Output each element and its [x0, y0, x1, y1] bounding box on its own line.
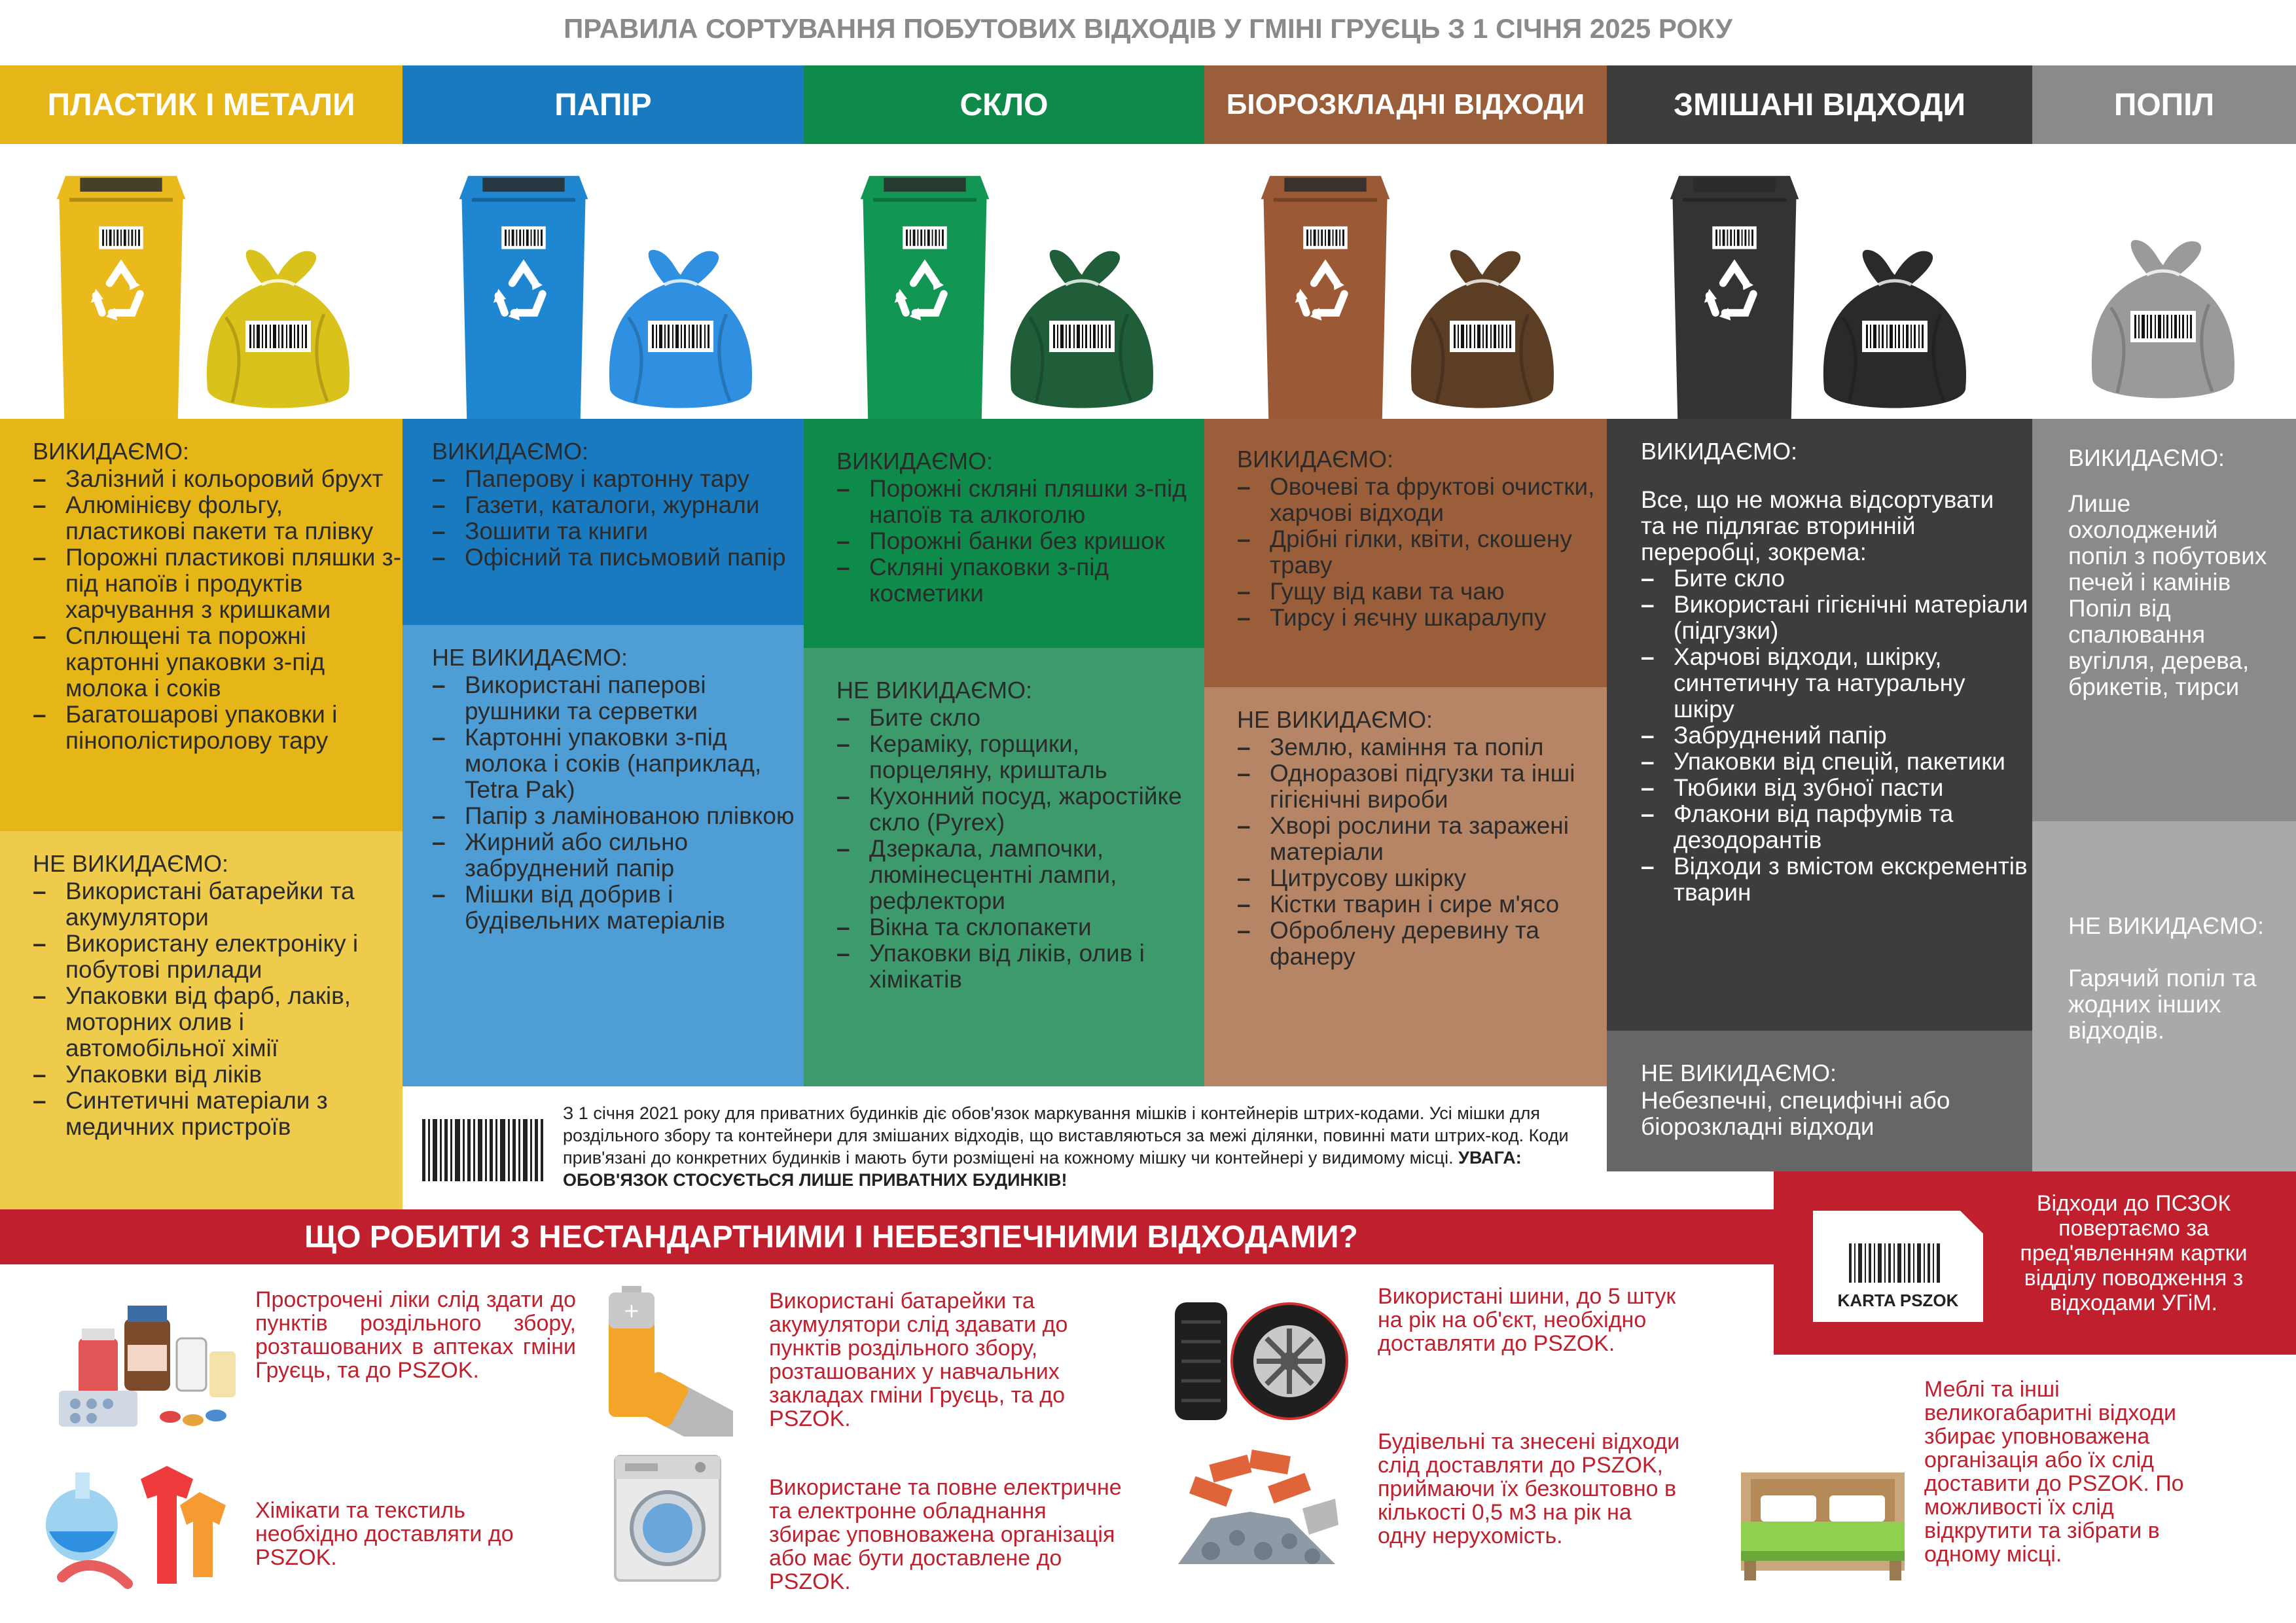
list-item: – Овочеві та фруктові очистки, харчові відходи [1237, 474, 1607, 526]
list-item: – Тюбики від зубної пасти [1641, 775, 2032, 801]
tires-text: Використані шини, до 5 штук на рік на об'єкт, необхідно доставляти до PSZOK. [1378, 1284, 1676, 1356]
list-item: – Порожні скляні пляшки з-під напоїв та алкоголю [836, 476, 1204, 528]
paper-accept-panel [403, 419, 804, 625]
list-item: – Синтетичні матеріали з медичних пристроїв [33, 1088, 403, 1140]
trash-bag-icon [1404, 239, 1561, 422]
list-item: – Офісний та письмовий папір [432, 544, 804, 571]
accept-text: Лише охолоджений попіл з побутових печей і камінів Попіл від спалювання вугілля, дерева, брикетів, тирси [2068, 490, 2267, 700]
list-item: – Використану електроніку і побутові прилади [33, 931, 403, 983]
reject-title: НЕ ВИКИДАЄМО: [1237, 706, 1433, 733]
glass-reject-panel [804, 648, 1204, 1086]
list-item: – Кухонний посуд, жаростійке скло (Pyrex) [836, 783, 1204, 836]
reject-title: НЕ ВИКИДАЄМО: [33, 850, 229, 877]
medicines-text: Прострочені ліки слід здати до пунктів роздільного збору, розташованих в аптеках гміни Груєць, та до PSZOK. [255, 1287, 576, 1383]
barcode-note-warning: УВАГА: ОБОВ'ЯЗОК СТОСУЄТЬСЯ ЛИШЕ ПРИВАТНИХ БУДИНКІВ! [563, 1148, 1522, 1190]
list-item: – Папір з ламінованою плівкою [432, 803, 804, 829]
construction-text: Будівельні та знесені відходи слід доставляти до PSZOK, приймаючи їх безкоштовно в кількості 0,5 м3 на рік на одну нерухомість. [1378, 1429, 1680, 1548]
svg-text:+: + [623, 1300, 640, 1323]
list-item: – Використані гігієнічні матеріали (підгузки) [1641, 592, 2032, 644]
list-item: – Харчові відходи, шкірку, синтетичну та натуральну шкіру [1641, 644, 2032, 722]
glass-accept-panel [804, 419, 1204, 648]
accept-title: ВИКИДАЄМО: [1237, 446, 1393, 473]
trash-bag-icon [2085, 229, 2242, 412]
list-item: – Мішки від добрив і будівельних матеріалів [432, 882, 804, 934]
accept-title: ВИКИДАЄМО: [432, 438, 588, 465]
furniture-text: Меблі та інші великогабаритні відходи збирає уповноважена організація або їх слід доставити до PSZOK. По можливості їх слід відкрутити та зібрати в одному місці. [1924, 1377, 2184, 1567]
list-item: – Сплющені та порожні картонні упаковки з-під молока і соків [33, 623, 403, 702]
reject-title: НЕ ВИКИДАЄМО: [2068, 912, 2265, 939]
trash-bag-icon [602, 239, 759, 422]
card-icon [1813, 1211, 1983, 1322]
trash-bin-icon [1253, 154, 1397, 419]
accept-title: ВИКИДАЄМО: [33, 438, 189, 465]
medicine-icon [52, 1293, 249, 1436]
icons-glass [804, 144, 1204, 419]
list-item: – Хворі рослини та заражені матеріали [1237, 813, 1607, 865]
list-item: – Флакони від парфумів та дезодорантів [1641, 801, 2032, 853]
list-item: – Дзеркала, лампочки, люмінесцентні лампи, рефлектори [836, 836, 1204, 914]
ash-reject-panel [2032, 821, 2296, 1171]
icons-mixed [1607, 144, 2032, 419]
list-item: – Зошити та книги [432, 518, 804, 544]
list-item: – Оброблену деревину та фанеру [1237, 918, 1607, 970]
battery-icon [602, 1286, 733, 1436]
barcode-note [406, 1086, 1597, 1217]
list-item: – Використані паперові рушники та серветки [432, 672, 804, 724]
list-item: – Порожні банки без кришок [836, 528, 1204, 554]
reject-title: НЕ ВИКИДАЄМО: [1641, 1060, 1837, 1086]
trash-bag-icon [1816, 239, 1973, 422]
header-plastic: ПЛАСТИК І МЕТАЛИ [0, 65, 403, 144]
accept-intro: Все, що не можна відсортувати та не підлягає вторинній переробці, зокрема: [1641, 486, 1994, 565]
trash-bin-icon [853, 154, 997, 419]
list-item: – Кераміку, горщики, порцеляну, кришталь [836, 731, 1204, 783]
plastic-accept-panel [0, 419, 403, 831]
chemicals-textile-icon [36, 1453, 239, 1597]
bio-reject-panel [1204, 687, 1607, 1086]
card-label: KARTA PSZOK [1837, 1291, 1959, 1310]
accept-title: ВИКИДАЄМО: [1641, 438, 1797, 465]
ash-accept-panel [2032, 419, 2296, 821]
reject-title: НЕ ВИКИДАЄМО: [836, 677, 1033, 704]
plastic-reject-panel [0, 831, 403, 1212]
icons-plastic [0, 144, 403, 419]
list-item: – Цитрусову шкірку [1237, 865, 1607, 891]
list-item: – Скляні упаковки з-під косметики [836, 554, 1204, 607]
accept-title: ВИКИДАЄМО: [836, 448, 993, 474]
header-mixed: ЗМІШАНІ ВІДХОДИ [1607, 65, 2032, 144]
list-item: – Газети, каталоги, журнали [432, 492, 804, 518]
tire-icon [1172, 1296, 1348, 1427]
list-item: – Упаковки від фарб, лаків, моторних олив і автомобільної хімії [33, 983, 403, 1061]
icons-paper [403, 144, 804, 419]
list-item: – Дрібні гілки, квіти, скошену траву [1237, 526, 1607, 579]
list-item: – Одноразові підгузки та інші гігієнічні вироби [1237, 760, 1607, 813]
washing-machine-icon [609, 1453, 726, 1584]
header-paper: ПАПІР [403, 65, 804, 144]
list-item: – Бите скло [1641, 565, 2032, 592]
list-item: – Упаковки від ліків [33, 1061, 403, 1088]
electronics-text: Використане та повне електричне та електронне обладнання збирає уповноважена організація або має бути доставлене до PSZOK. [769, 1475, 1122, 1594]
trash-bin-icon [49, 154, 193, 419]
list-item: – Тирсу і яєчну шкаралупу [1237, 605, 1607, 631]
list-item: – Багатошарові упаковки і пінополістиролову тару [33, 702, 403, 754]
icons-bio [1204, 144, 1607, 419]
barcode-icon [422, 1119, 547, 1181]
list-item: – Забруднений папір [1641, 722, 2032, 749]
list-item: – Алюмінієву фольгу, пластикові пакети та плівку [33, 492, 403, 544]
list-item: – Відходи з вмістом екскрементів тварин [1641, 853, 2032, 906]
list-item: – Бите скло [836, 705, 1204, 731]
bio-accept-panel [1204, 419, 1607, 687]
bed-icon [1734, 1459, 1911, 1584]
header-bio: БІОРОЗКЛАДНІ ВІДХОДИ [1204, 65, 1607, 144]
list-item: – Кістки тварин і сире м'ясо [1237, 891, 1607, 918]
mixed-reject-panel [1607, 1031, 2032, 1171]
pszok-card-text: Відходи до ПСЗОК повертаємо за пред'явленням картки відділу поводження з відходами УГіМ. [2020, 1191, 2248, 1315]
list-item: – Гущу від кави та чаю [1237, 579, 1607, 605]
list-item: – Порожні пластикові пляшки з-під напоїв і продуктів харчування з кришками [33, 544, 403, 623]
list-item: – Картонні упаковки з-під молока і соків (наприклад, Tetra Pak) [432, 724, 804, 803]
page-title: ПРАВИЛА СОРТУВАННЯ ПОБУТОВИХ ВІДХОДІВ У ГМІНІ ГРУЄЦЬ З 1 СІЧНЯ 2025 РОКУ [564, 13, 1732, 44]
list-item: – Упаковки від ліків, олив і хімікатів [836, 940, 1204, 993]
icons-ash [2032, 144, 2296, 419]
mixed-accept-panel [1607, 419, 2032, 1031]
list-item: – Вікна та склопакети [836, 914, 1204, 940]
batteries-text: Використані батарейки та акумулятори слід здавати до пунктів роздільного збору, розташованих у навчальних закладах гміни Груєць, та до PSZOK. [769, 1289, 1068, 1431]
rubble-icon [1172, 1446, 1342, 1571]
reject-text: Небезпечні, специфічні або біорозкладні відходи [1641, 1087, 1950, 1140]
hazard-title: ЩО РОБИТИ З НЕСТАНДАРТНИМИ І НЕБЕЗПЕЧНИМИ ВІДХОДАМИ? [304, 1219, 1358, 1255]
list-item: – Використані батарейки та акумулятори [33, 878, 403, 931]
list-item: – Залізний і кольоровий брухт [33, 466, 403, 492]
chemicals-text: Хімікати та текстиль необхідно доставляти до PSZOK. [255, 1498, 514, 1570]
list-item: – Упаковки від спецій, пакетики [1641, 749, 2032, 775]
reject-title: НЕ ВИКИДАЄМО: [432, 644, 628, 671]
barcode-note-text: З 1 січня 2021 року для приватних будинків діє обов'язок маркування мішків і контейнерів штрих-кодами. Усі мішки для роздільного збору та контейнери для змішаних відходів, що виставляються за межі ділянки, повинні мати штрих-код. Коди прив'язані до конкретних будинків і мають бути розміщені на кожному мішку чи контейнері у видимому місці. [563, 1103, 1569, 1168]
header-glass: СКЛО [804, 65, 1204, 144]
header-ash: ПОПІЛ [2032, 65, 2296, 144]
trash-bin-icon [452, 154, 596, 419]
list-item: – Землю, каміння та попіл [1237, 734, 1607, 760]
accept-title: ВИКИДАЄМО: [2068, 444, 2225, 471]
reject-text: Гарячий попіл та жодних інших відходів. [2068, 965, 2257, 1044]
list-item: – Жирний або сильно забруднений папір [432, 829, 804, 882]
trash-bag-icon [1003, 239, 1160, 422]
list-item: – Паперову і картонну тару [432, 466, 804, 492]
trash-bag-icon [200, 239, 357, 422]
paper-reject-panel [403, 625, 804, 1086]
trash-bin-icon [1662, 154, 1806, 419]
